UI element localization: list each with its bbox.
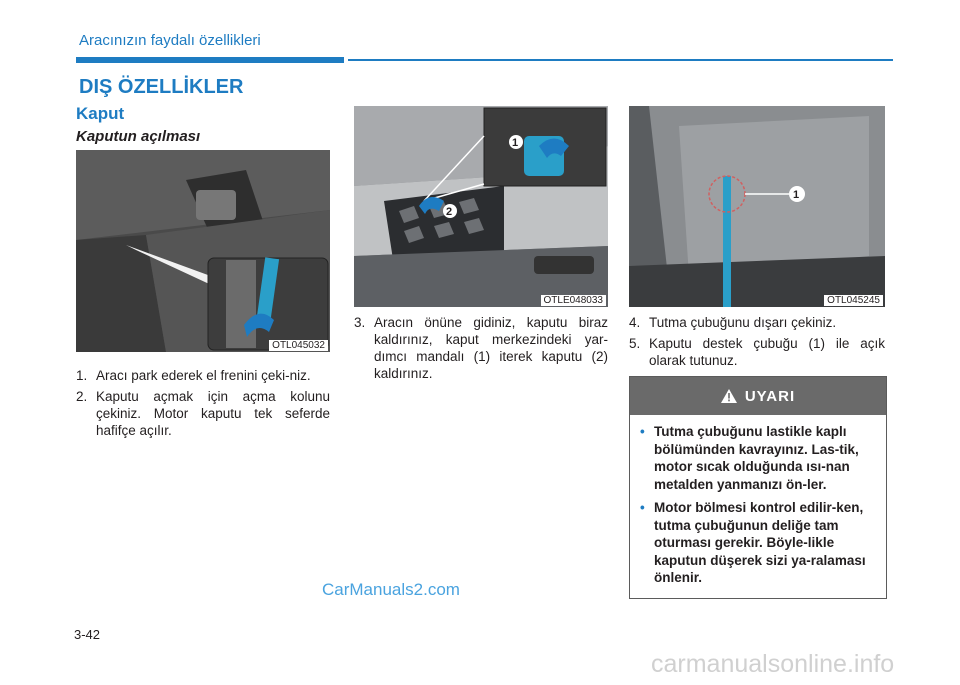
list-item <box>640 423 880 493</box>
list-item <box>76 367 330 384</box>
list-item <box>76 388 330 439</box>
callout-1-label: 1 <box>793 189 800 201</box>
photo-support-rod <box>629 106 885 307</box>
page-number: 3-42 <box>74 627 101 642</box>
step-text: Aracı park ederek el frenini çeki-niz. <box>96 368 311 383</box>
release-lever-illustration <box>76 150 330 352</box>
steps-column-3 <box>629 314 885 373</box>
steps-column-2 <box>354 314 608 386</box>
list-item <box>629 335 885 369</box>
support-rod-illustration <box>629 106 885 307</box>
header-bar-thin <box>348 59 893 61</box>
step-text: Kaputu açmak için açma kolunu çekiniz. Motor kaputu tek seferde hafifçe açılır. <box>96 389 330 438</box>
warning-text: Motor bölmesi kontrol edilir-ken, tutma çubuğunun deliğe tam oturması gerekir. Böyle-likle kaputun düşerek sizi ya-ralaması önlenir. <box>654 500 866 585</box>
section-header: Aracınızın faydalı özellikleri <box>79 32 261 49</box>
subtitle: Kaput <box>76 104 125 123</box>
callout-2-label: 2 <box>446 206 453 218</box>
watermark-link[interactable]: CarManuals2.com <box>322 580 460 599</box>
photo-release-lever <box>76 150 330 352</box>
main-title: DIŞ ÖZELLİKLER <box>79 76 244 98</box>
list-item <box>640 499 880 587</box>
warning-title: UYARI <box>744 387 796 405</box>
steps-column-1 <box>76 367 330 443</box>
list-item <box>354 314 608 382</box>
warning-text: Tutma çubuğunu lastikle kaplı bölümünden kavrayınız. Las-tik, motor sıcak olduğunda ısı-nan metalden yanmanızı ön-ler. <box>654 424 859 492</box>
warning-triangle-icon <box>721 389 737 403</box>
hood-latch-illustration <box>354 106 608 307</box>
warning-header <box>630 377 886 415</box>
warning-box <box>629 376 887 599</box>
photo-code: OTLE048033 <box>541 295 607 306</box>
step-number: 1. <box>76 368 88 383</box>
header-bar-thick <box>76 57 344 63</box>
photo-code: OTL045032 <box>269 340 328 351</box>
step-text: Aracın önüne gidiniz, kaputu biraz kaldırınız, kaput merkezindeki yar-dımcı mandalı (1) iterek kaputu (2) kaldırınız. <box>374 315 608 381</box>
subsubtitle: Kaputun açılması <box>76 128 201 145</box>
bullet-icon: • <box>640 424 645 439</box>
step-text: Kaputu destek çubuğu (1) ile açık olarak tutunuz. <box>649 336 885 368</box>
step-text: Tutma çubuğunu dışarı çekiniz. <box>649 315 837 330</box>
step-number: 3. <box>354 315 366 330</box>
footer-watermark: carmanualsonline.info <box>651 650 895 678</box>
bullet-icon: • <box>640 500 645 515</box>
step-number: 5. <box>629 336 641 351</box>
step-number: 4. <box>629 315 641 330</box>
photo-code: OTL045245 <box>824 295 883 306</box>
callout-1-label: 1 <box>512 137 519 149</box>
step-number: 2. <box>76 389 88 404</box>
photo-hood-latch <box>354 106 608 307</box>
list-item <box>629 314 885 331</box>
